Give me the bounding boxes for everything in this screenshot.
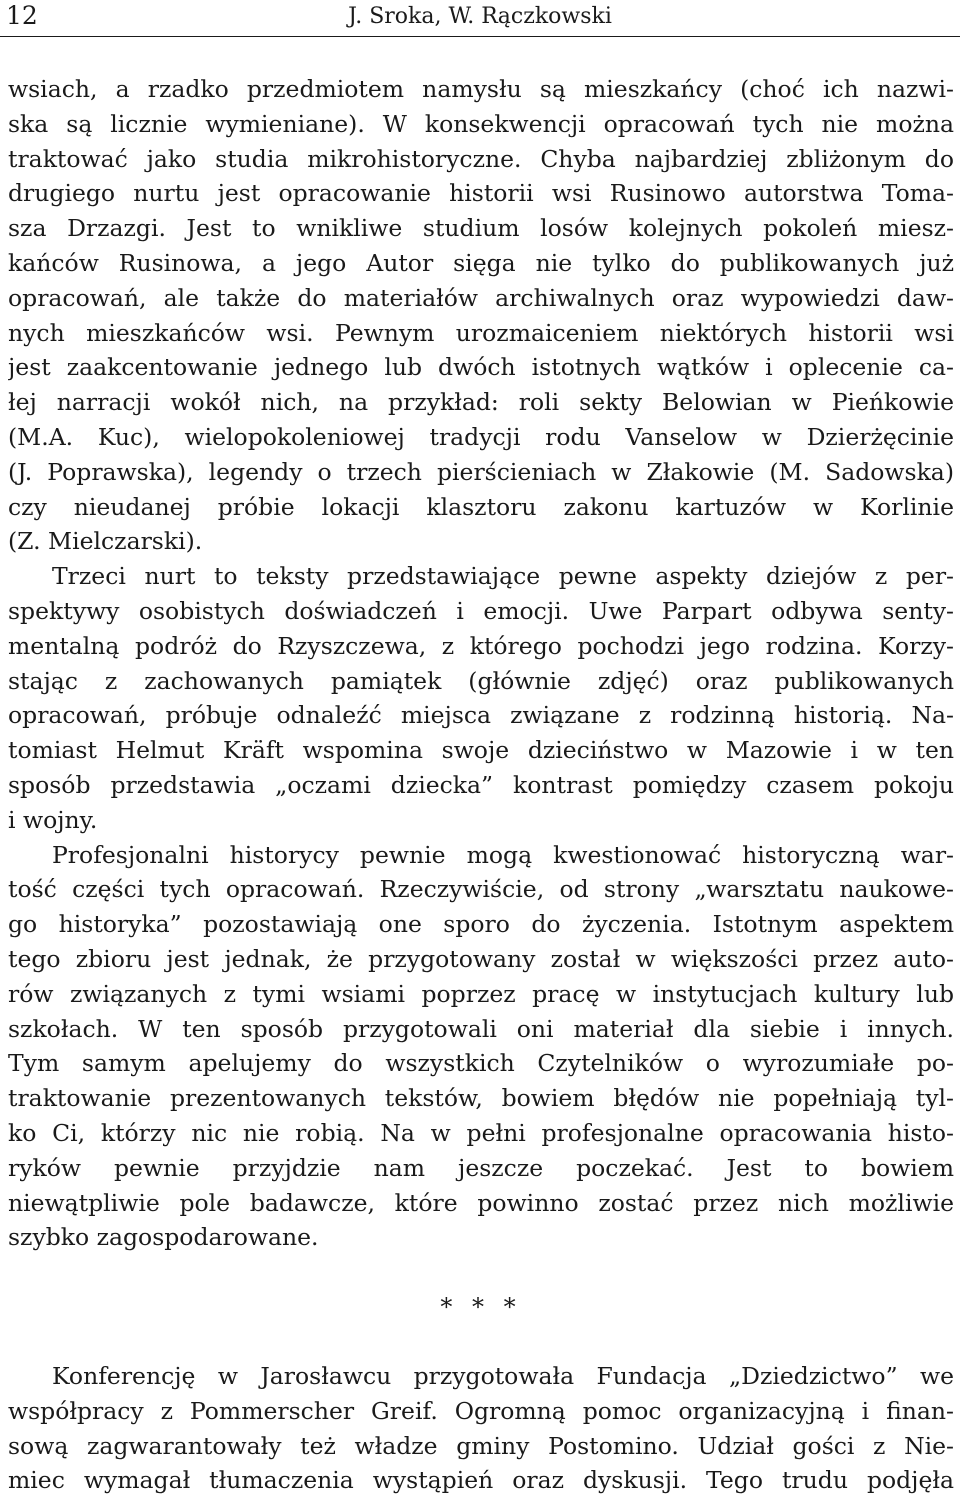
text-line: traktować jako studia mikrohistoryczne. Chyba najbardziej zbliżonym do <box>8 144 954 173</box>
text-line: (J. Poprawska), legendy o trzech pierścieniach w Złakowie (M. Sadowska) <box>8 457 954 486</box>
text-line: i wojny. <box>8 805 98 834</box>
page-header <box>0 0 960 38</box>
text-line: opracowań, ale także do materiałów archiwalnych oraz wypowiedzi daw- <box>8 283 954 312</box>
text-line: miec wymagał tłumaczenia wystąpień oraz dyskusji. Tego trudu podjęła <box>8 1466 954 1495</box>
text-line: tomiast Helmut Kräft wspomina swoje dzieciństwo w Mazowie i w ten <box>8 736 954 765</box>
text-line: niewątpliwie pole badawcze, które powinno zostać przez nich możliwie <box>8 1188 954 1217</box>
text-line: ryków pewnie przyjdzie nam jeszcze poczekać. Jest to bowiem <box>8 1153 954 1182</box>
text-line: sową zagwarantowały też władze gminy Postomino. Udział gości z Nie- <box>8 1431 954 1460</box>
text-line: łej narracji wokół nich, na przykład: roli sekty Belowian w Pieńkowie <box>8 388 954 417</box>
text-line: opracowań, próbuje odnaleźć miejsca związane z rodzinną historią. Na- <box>8 701 954 730</box>
text-line: stając z zachowanych pamiątek (głównie zdjęć) oraz publikowanych <box>8 666 954 695</box>
text-line: nych mieszkańców wsi. Pewnym urozmaiceniem niektórych historii wsi <box>8 318 954 347</box>
text-line: sza Drzazgi. Jest to wnikliwe studium losów kolejnych pokoleń miesz- <box>8 214 954 243</box>
text-line: sposób przedstawia „oczami dziecka” kontrast pomiędzy czasem pokoju <box>8 770 954 799</box>
text-line: (M.A. Kuc), wielopokoleniowej tradycji rodu Vanselow w Dzierżęcinie <box>8 422 954 451</box>
text-line: współpracy z Pommerscher Greif. Ogromną pomoc organizacyjną i finan- <box>8 1396 954 1425</box>
text-line: ska są licznie wymieniane). W konsekwencji opracowań tych nie można <box>8 109 954 138</box>
text-line: Konferencję w Jarosławcu przygotowała Fundacja „Dziedzictwo” we <box>52 1362 954 1391</box>
text-line: wsiach, a rzadko przedmiotem namysłu są mieszkańcy (choć ich nazwi- <box>8 75 954 103</box>
text-line: traktowanie prezentowanych tekstów, bowiem błędów nie popełniają tyl- <box>8 1084 954 1113</box>
text-line: ko Ci, którzy nic nie robią. Na w pełni profesjonalne opracowania histo- <box>8 1118 954 1147</box>
text-line: spektywy osobistych doświadczeń i emocji. Uwe Parpart odbywa senty- <box>8 596 954 625</box>
text-line: Profesjonalni historycy pewnie mogą kwestionować historyczną war- <box>52 840 954 869</box>
text-line: tego zbioru jest jednak, że przygotowany został w większości przez auto- <box>8 944 954 973</box>
text-line: drugiego nurtu jest opracowanie historii wsi Rusinowo autorstwa Toma- <box>8 179 954 208</box>
text-line: go historyka” pozostawiają one sporo do życzenia. Istotnym aspektem <box>8 910 954 939</box>
paragraph-2 <box>8 559 954 837</box>
text-line: Trzeci nurt to teksty przedstawiające pewne aspekty dziejów z per- <box>52 562 954 591</box>
text-line: kańców Rusinowa, a jego Autor sięga nie tylko do publikowanych już <box>8 248 954 277</box>
text-line: (Z. Mielczarski). <box>8 527 203 556</box>
paragraph-3 <box>8 838 954 1256</box>
text-line: mentalną podróż do Rzyszczewa, z którego pochodzi jego rodzina. Korzy- <box>8 631 954 660</box>
text-line: rów związanych z tymi wsiami poprzez pracę w instytucjach kultury lub <box>8 979 954 1008</box>
text-line: szkołach. W ten sposób przygotowali oni materiał dla siebie i innych. <box>8 1014 954 1043</box>
header-rule <box>0 36 960 37</box>
text-line: czy nieudanej próbie lokacji klasztoru zakonu kartuzów w Korlinie <box>8 492 954 521</box>
text-line: szybko zagospodarowane. <box>8 1223 319 1252</box>
text-line: tość części tych opracowań. Rzeczywiście, od strony „warsztatu naukowe- <box>8 875 954 904</box>
running-head: J. Sroka, W. Rączkowski <box>348 4 612 29</box>
paragraph-4 <box>8 1359 954 1498</box>
paragraph-1 <box>8 72 954 559</box>
body-text <box>8 72 954 1498</box>
page-number: 12 <box>6 1 38 30</box>
text-line: jest zaakcentowanie jednego lub dwóch istotnych wątków i oplecenie ca- <box>8 353 954 382</box>
text-line: Tym samym apelujemy do wszystkich Czytelników o wyrozumiałe po- <box>8 1049 954 1078</box>
section-separator: * * * <box>440 1293 522 1322</box>
